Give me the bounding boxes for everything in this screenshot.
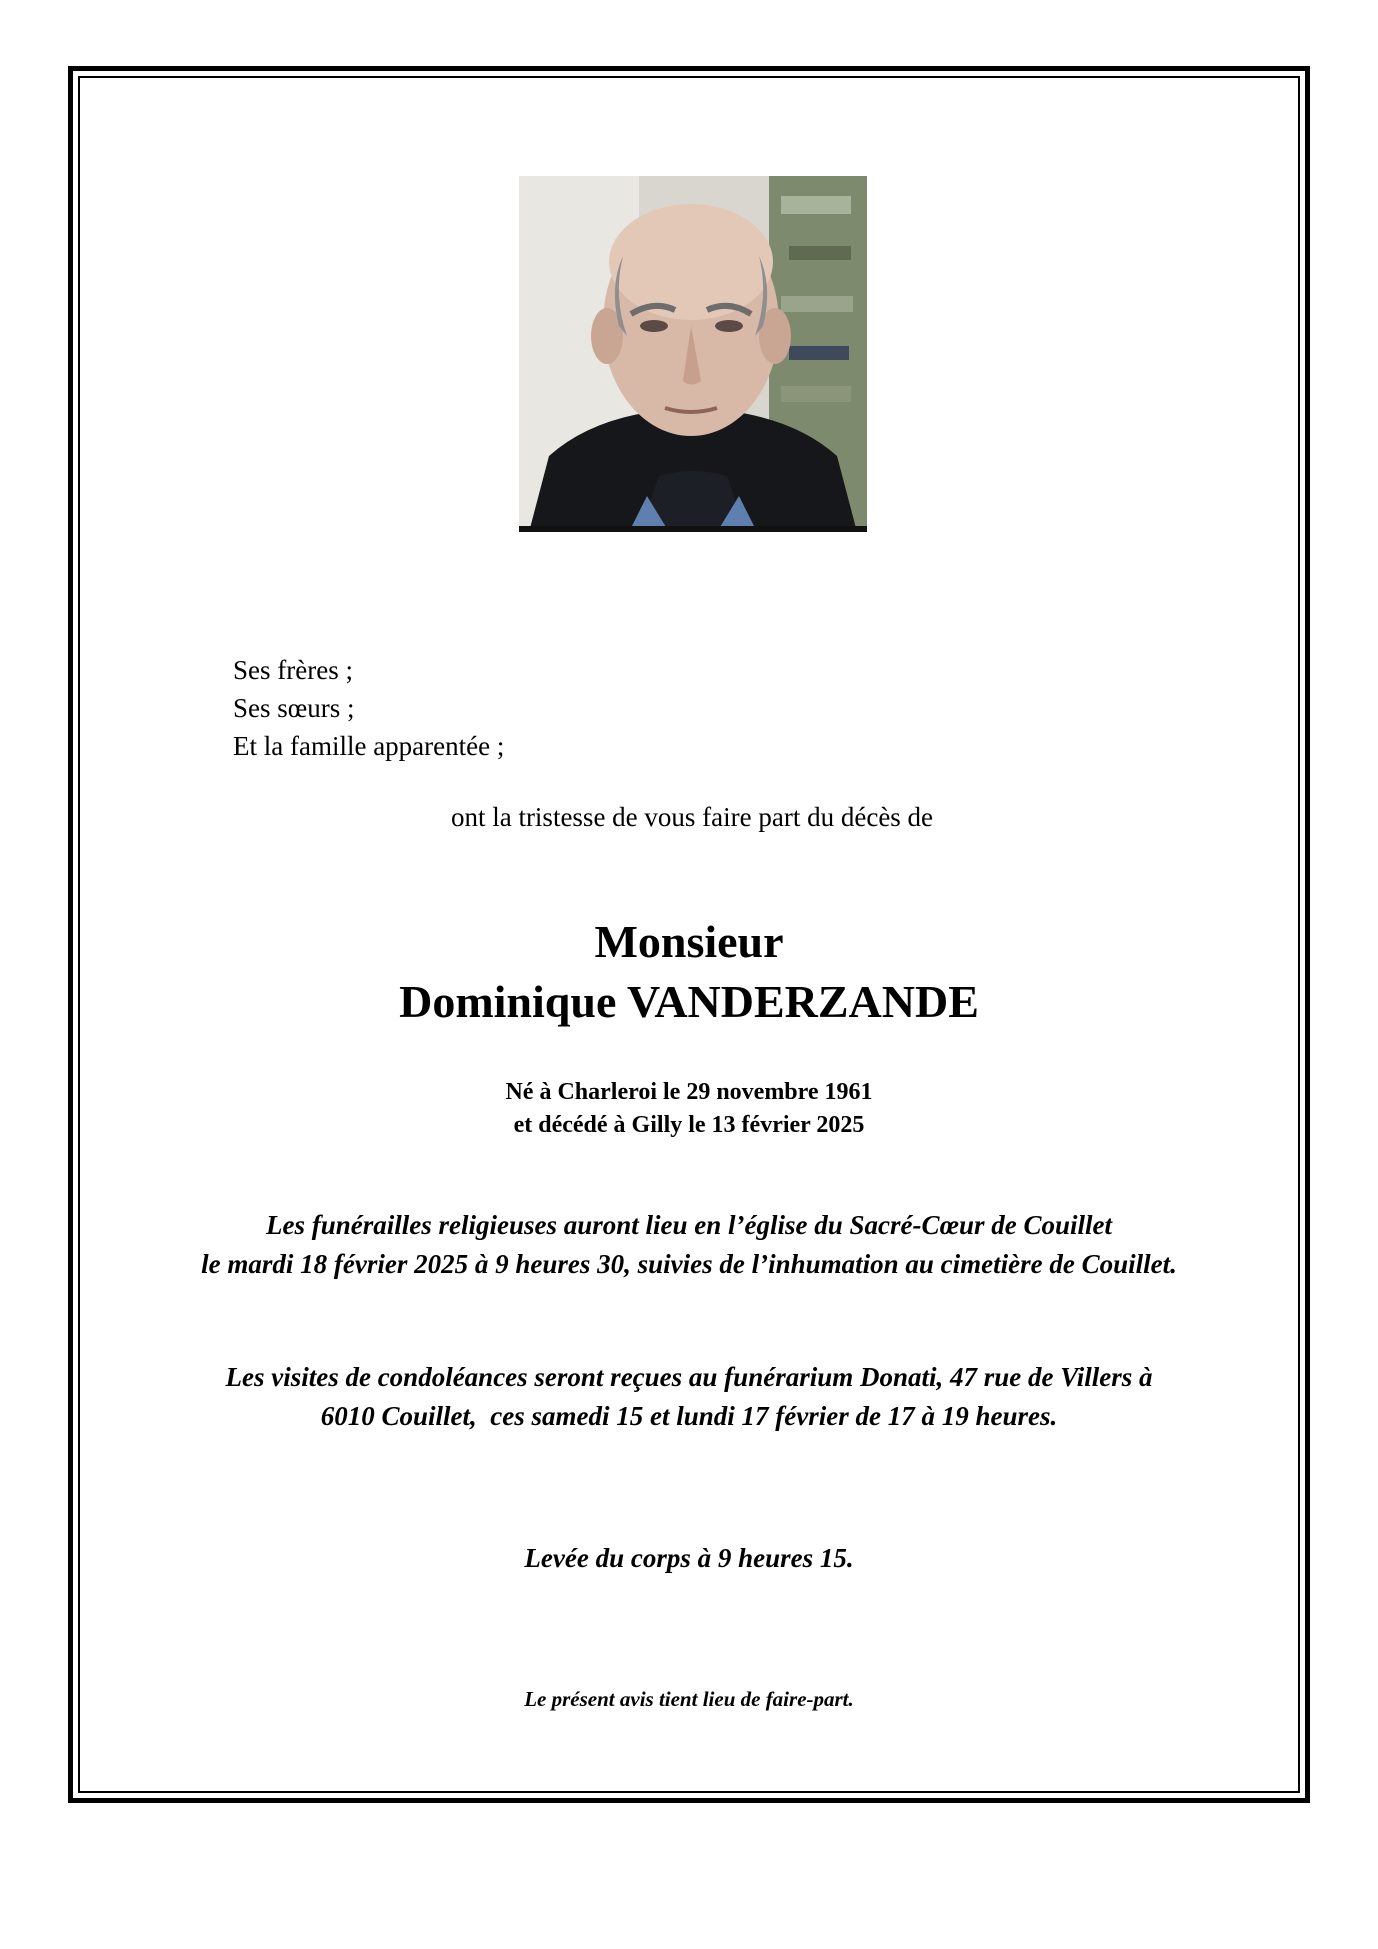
levee-du-corps: Levée du corps à 9 heures 15. <box>524 1543 854 1573</box>
death-line: et décédé à Gilly le 13 février 2025 <box>513 1112 865 1138</box>
deceased-full-name: Dominique VANDERZANDE <box>399 976 979 1027</box>
announcement-intro: ont la tristesse de vous faire part du décès de <box>450 802 934 832</box>
visits-details <box>0 1358 1378 1436</box>
visits-line-1: Les visites de condoléances seront reçues au funérarium Donati, 47 rue de Villers à <box>225 1362 1153 1392</box>
deceased-title: Monsieur <box>594 916 784 967</box>
family-line-relatives: Et la famille apparentée ; <box>233 731 505 761</box>
family-list <box>233 651 504 765</box>
life-dates <box>0 1076 1378 1142</box>
family-line-sisters: Ses sœurs ; <box>233 693 355 723</box>
funeral-details <box>0 1206 1378 1284</box>
deceased-portrait-photo <box>519 176 867 532</box>
notice-text: Le présent avis tient lieu de faire-part. <box>524 1687 854 1711</box>
deceased-name-block <box>0 912 1378 1032</box>
visits-line-2: 6010 Couillet, ces samedi 15 et lundi 17 février de 17 à 19 heures. <box>320 1401 1058 1431</box>
birth-line: Né à Charleroi le 29 novembre 1961 <box>505 1079 873 1105</box>
funeral-line-2: le mardi 18 février 2025 à 9 heures 30, suivies de l’inhumation au cimetière de Couillet. <box>201 1249 1177 1279</box>
funeral-line-1: Les funérailles religieuses auront lieu en l’église du Sacré-Cœur de Couillet <box>265 1210 1113 1240</box>
family-line-brothers: Ses frères ; <box>233 655 353 685</box>
